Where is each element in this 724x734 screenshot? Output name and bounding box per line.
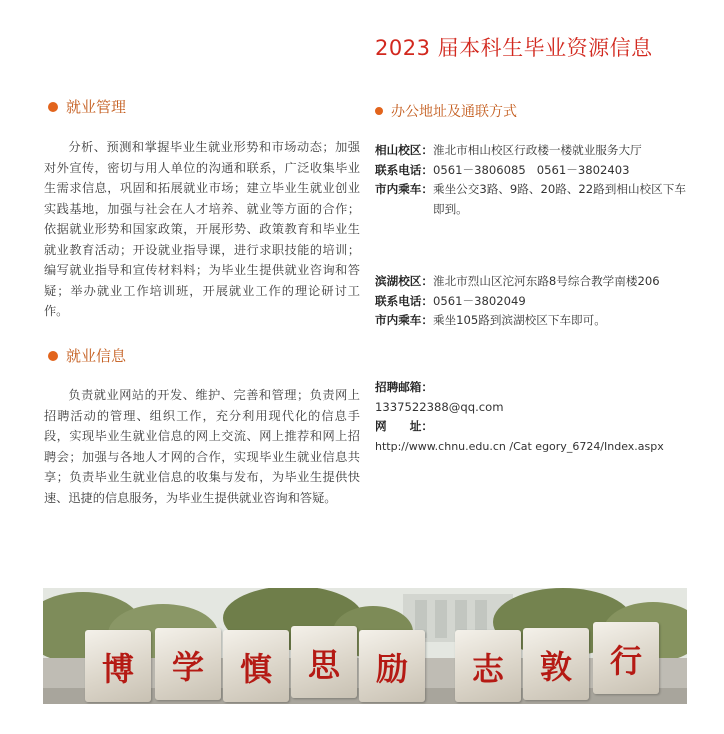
motto-char: 学 (171, 648, 204, 686)
bus-directions: 乘坐105路到滨湖校区下车即可。 (432, 313, 606, 327)
phone-number: 0561－3802049 (432, 293, 526, 308)
motto-char: 敦 (539, 648, 572, 686)
phone-number: 0561－3806085 0561－3802403 (432, 162, 630, 177)
motto-stone (593, 622, 659, 694)
employment-info-title: 就业信息 (66, 347, 127, 365)
office-contact-title: 办公地址及通联方式 (391, 104, 517, 120)
xiangshan-bus-row (375, 180, 695, 219)
motto-char: 博 (101, 650, 134, 688)
employment-info-heading (48, 345, 126, 366)
campus-address: 淮北市烈山区沱河东路8号综合教学南楼206 (432, 274, 660, 288)
website-link[interactable]: http://www.chnu.edu.cn /Cat egory_6724/Index.aspx (375, 439, 664, 453)
bullet-dot-icon (48, 102, 58, 112)
employment-info-body: 负责就业网站的开发、维护、完善和管理；负责网上招聘活动的管理、组织工作，充分利用现代化的信息手段，实现毕业生就业信息的网上交流、网上推荐和网上招聘会；加强与各地人才网的合作，实现毕业生就业信息共享；负责毕业生就业信息的收集与发布，为毕业生提供快速、迅捷的信息服务，为毕业生提供就业咨询和答疑。 (44, 388, 360, 505)
xiangshan-campus-row (375, 141, 695, 161)
motto-stone (155, 628, 221, 700)
phone-label: 联系电话： (375, 293, 433, 308)
motto-stone (523, 628, 589, 700)
bus-label: 市内乘车： (375, 182, 433, 196)
recruit-contact-block (375, 378, 695, 456)
bullet-dot-icon (375, 107, 383, 115)
campus-label: 滨湖校区： (375, 274, 433, 288)
binhu-bus-row (375, 311, 695, 331)
motto-stone (85, 630, 151, 702)
website-label: 网 址： (375, 419, 433, 433)
campus-label: 相山校区： (375, 143, 433, 157)
bullet-dot-icon (48, 351, 58, 361)
employment-management-body: 分析、预测和掌握毕业生就业形势和市场动态；加强对外宣传，密切与用人单位的沟通和联系，广泛收集毕业生需求信息，巩固和拓展就业市场；建立毕业生就业创业实践基地，加强与社会在人才培养、就业等方面的合作；依据就业形势和国家政策，开展形势、政策教育和毕业生就业教育活动；开设就业指导课，进行求职技能的培训；编写就业指导和宣传材料料；为毕业生提供就业咨询和答疑；举办就业工作培训班，开展就业工作的理论研讨工作。 (44, 140, 360, 318)
xiangshan-contact-block (375, 141, 695, 219)
phone-label: 联系电话： (375, 162, 433, 177)
employment-management-title: 就业管理 (66, 98, 127, 116)
motto-stone (455, 630, 521, 702)
binhu-contact-block (375, 272, 695, 331)
motto-stone (291, 626, 357, 698)
binhu-phone-row (375, 292, 695, 312)
motto-char: 志 (471, 650, 504, 688)
motto-char: 慎 (239, 650, 272, 688)
motto-stone (223, 630, 289, 702)
motto-char: 思 (307, 646, 340, 684)
bus-directions: 乘坐公交3路、9路、20路、22路到相山校区下车即到。 (432, 182, 686, 216)
bus-label: 市内乘车： (375, 313, 433, 327)
recruit-email-link[interactable]: 1337522388@qq.com (375, 399, 504, 414)
campus-address: 淮北市相山校区行政楼一楼就业服务大厅 (432, 143, 642, 157)
office-contact-heading (375, 101, 517, 121)
motto-stone (359, 630, 425, 702)
page-title: 2023 届本科生毕业资源信息 (375, 36, 653, 60)
recruit-email-label: 招聘邮箱： (375, 380, 433, 394)
motto-char: 行 (609, 642, 642, 680)
binhu-campus-row (375, 272, 695, 292)
employment-management-heading (48, 96, 126, 117)
xiangshan-phone-row (375, 161, 695, 181)
motto-char: 励 (375, 650, 408, 688)
campus-motto-photo (43, 588, 687, 704)
